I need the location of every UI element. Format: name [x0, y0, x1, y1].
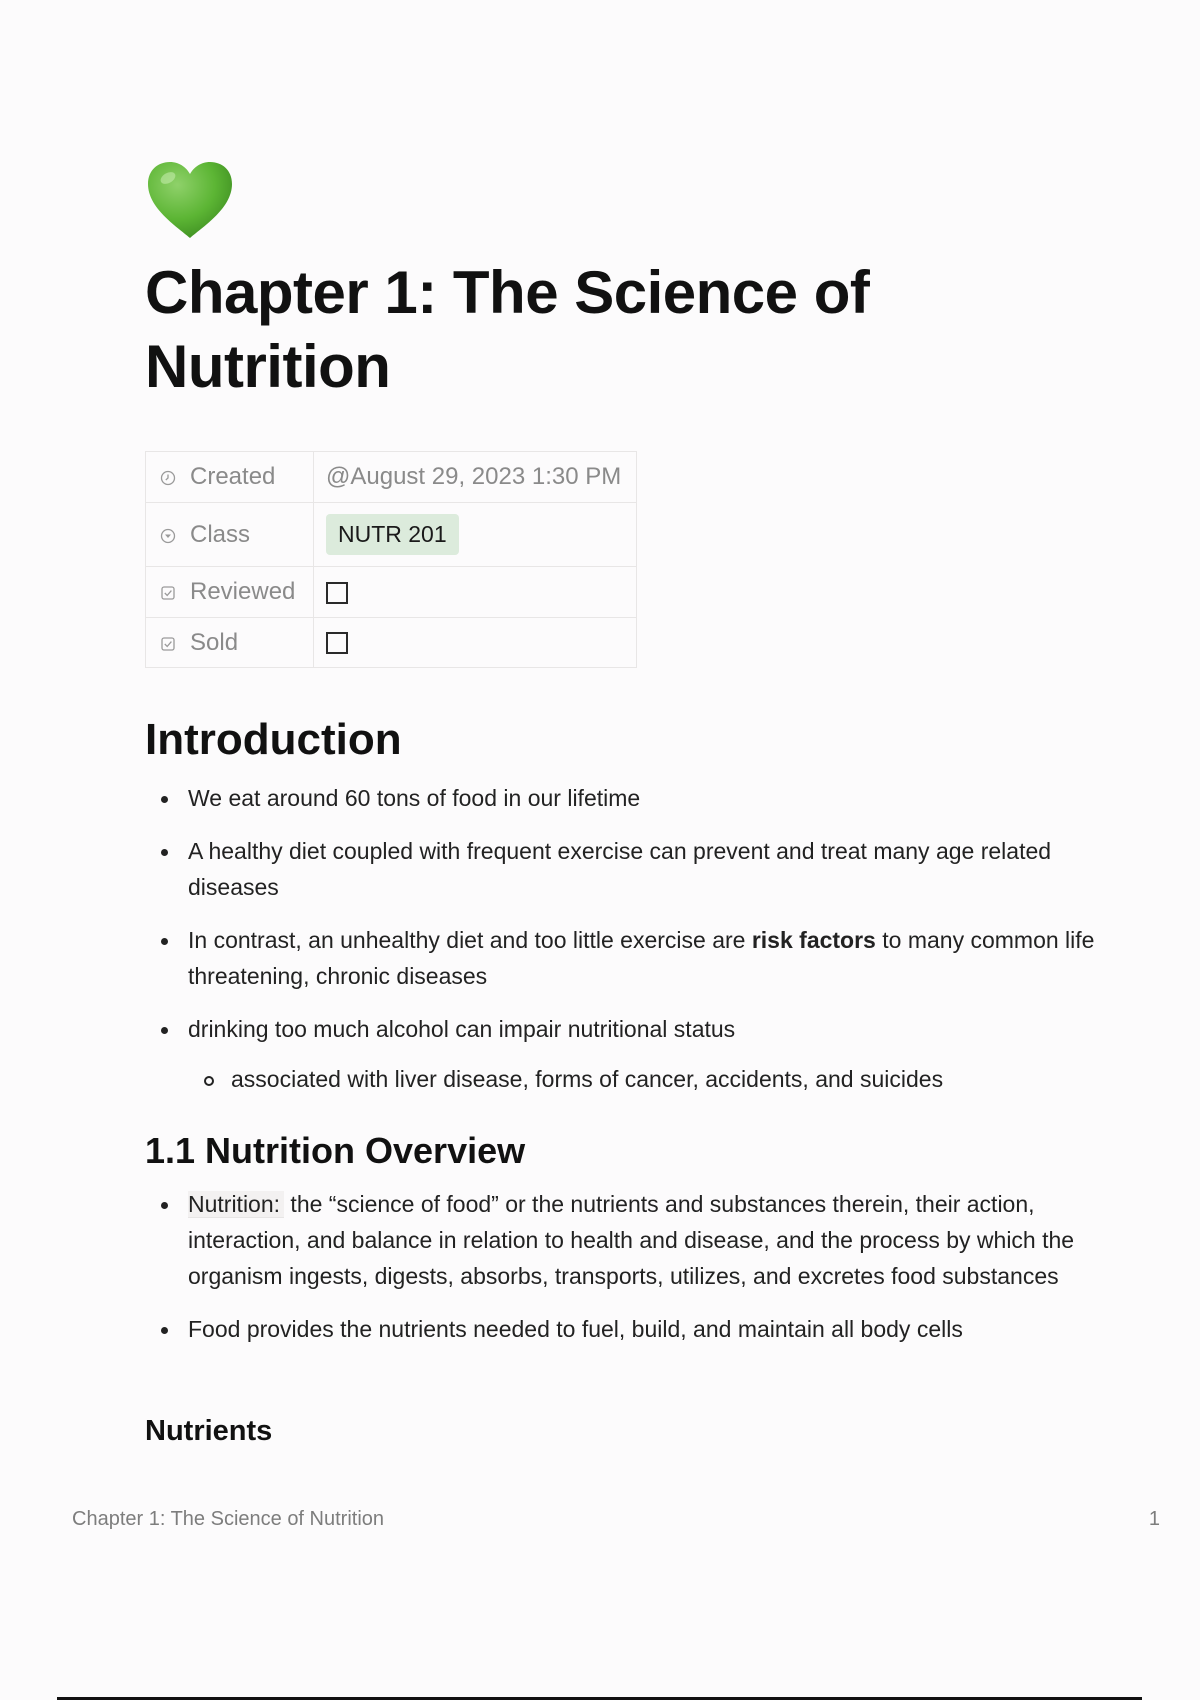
list-item: Nutrition: the “science of food” or the nutrients and substances therein, their action, interaction, and balance in relation to health and disease, and the process by which the organism ingests, digests, absorbs, transports, utilizes, and excretes food substances [145, 1186, 1095, 1294]
property-class [146, 503, 637, 567]
property-key [146, 618, 314, 668]
created-date: @August 29, 2023 1:30 PM [326, 463, 622, 490]
property-value[interactable] [314, 452, 637, 503]
property-label: Reviewed [190, 578, 296, 605]
class-tag[interactable]: NUTR 201 [326, 514, 459, 555]
property-sold [146, 618, 637, 668]
overview-heading: 1.1 Nutrition Overview [145, 1130, 526, 1171]
definition-term: Nutrition: [188, 1191, 284, 1218]
bold-term: risk factors [751, 927, 876, 953]
checkbox-property-icon [160, 636, 176, 652]
checkbox-property-icon [160, 585, 176, 601]
footer-title: Chapter 1: The Science of Nutrition [72, 1508, 385, 1530]
list-item: Food provides the nutrients needed to fuel, build, and maintain all body cells [145, 1311, 1095, 1347]
property-key [146, 503, 314, 567]
property-value[interactable] [314, 503, 637, 567]
sub-list [188, 1061, 1095, 1097]
introduction-list [145, 780, 1095, 1114]
property-key [146, 452, 314, 503]
clock-icon [160, 470, 176, 486]
property-reviewed [146, 567, 637, 618]
property-label: Class [190, 520, 251, 548]
property-value [314, 567, 637, 618]
select-icon [160, 528, 176, 544]
property-value [314, 618, 637, 668]
page-title: Chapter 1: The Science of Nutrition [145, 259, 870, 400]
sub-list-item: associated with liver disease, forms of cancer, accidents, and suicides [188, 1061, 1095, 1097]
property-key [146, 567, 314, 618]
overview-list [145, 1186, 1095, 1364]
list-item: A healthy diet coupled with frequent exercise can prevent and treat many age related diseases [145, 833, 1095, 905]
page-number: 1 [1148, 1508, 1160, 1530]
list-item: In contrast, an unhealthy diet and too little exercise are risk factors to many common life threatening, chronic diseases [145, 922, 1095, 994]
property-label: Sold [190, 628, 239, 656]
sold-checkbox[interactable] [326, 632, 348, 654]
property-created [146, 452, 637, 503]
nutrients-heading: Nutrients [145, 1415, 273, 1447]
property-label: Created [190, 463, 276, 490]
reviewed-checkbox[interactable] [326, 582, 348, 604]
green-heart-icon [146, 160, 234, 240]
introduction-heading: Introduction [145, 715, 402, 764]
list-item: drinking too much alcohol can impair nutritional status associated with liver disease, forms of cancer, accidents, and suicides [145, 1011, 1095, 1097]
list-item: We eat around 60 tons of food in our lifetime [145, 780, 1095, 816]
properties-table [145, 451, 637, 668]
